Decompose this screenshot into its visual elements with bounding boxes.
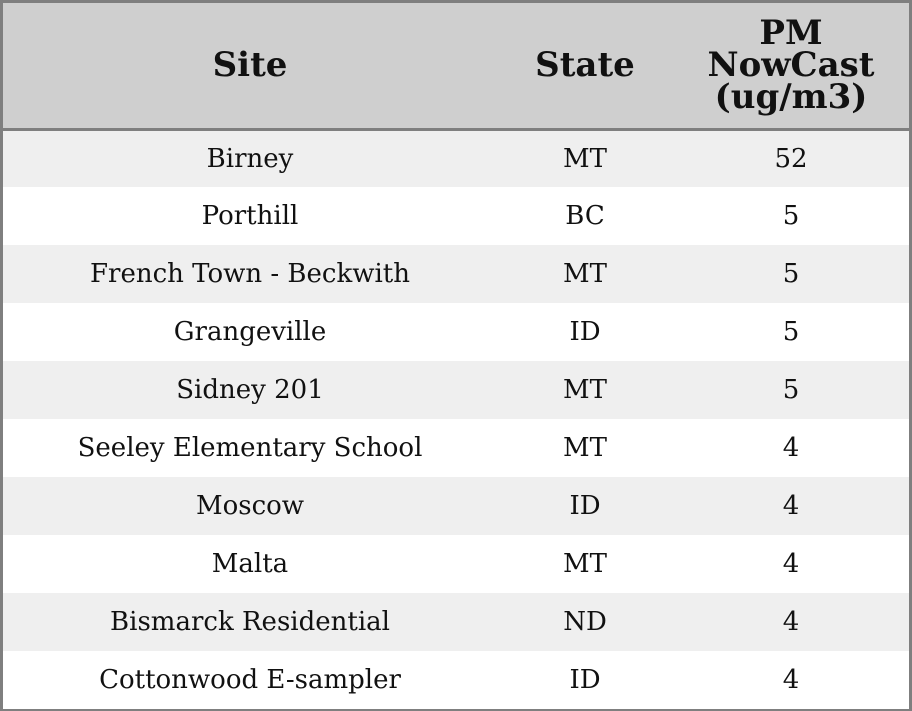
cell-pm: 5 [782,259,800,289]
header-pm-line-1: PM [759,13,823,54]
cell-pm: 4 [782,607,800,637]
header-pm-line-2: NowCast [707,45,875,86]
cell-pm: 52 [774,143,808,174]
cell-state: MT [563,259,607,289]
table-row [3,361,909,419]
cell-state: ID [569,665,601,695]
header-pm-nowcast [673,3,909,129]
header-row [3,3,909,129]
table-row [3,129,909,187]
cell-site: Bismarck Residential [110,607,390,637]
cell-site: Cottonwood E-sampler [99,665,401,695]
table-header [3,3,909,129]
cell-pm: 4 [782,433,800,463]
cell-state: ID [569,491,601,521]
header-pm-line-3: (ug/m3) [714,77,868,118]
cell-site: Sidney 201 [176,375,324,405]
cell-state: MT [563,375,607,405]
table-row [3,477,909,535]
cell-pm: 4 [782,549,800,579]
table-row [3,187,909,245]
cell-state: BC [565,201,605,231]
cell-site: Malta [211,549,289,579]
cell-pm: 5 [782,317,800,347]
table-row [3,535,909,593]
header-site: Site [3,3,497,129]
table-body [3,129,909,709]
cell-pm: 4 [782,665,800,695]
cell-site: Porthill [201,201,299,231]
table-row [3,303,909,361]
cell-state: ND [563,607,607,637]
cell-pm: 4 [782,491,800,521]
table-row [3,245,909,303]
cell-site: Birney [206,143,294,174]
cell-site: French Town - Beckwith [89,259,411,289]
table-row [3,419,909,477]
cell-pm: 5 [782,201,800,231]
table-row [3,593,909,651]
cell-site: Seeley Elementary School [77,433,423,463]
pm-nowcast-table [3,3,909,709]
cell-state: MT [563,433,607,463]
cell-state: MT [563,549,607,579]
cell-site: Moscow [195,491,305,521]
cell-state: MT [563,143,607,174]
cell-pm: 5 [782,375,800,405]
table-row [3,651,909,709]
header-state: State [497,3,673,129]
cell-site: Grangeville [173,317,327,347]
cell-state: ID [569,317,601,347]
